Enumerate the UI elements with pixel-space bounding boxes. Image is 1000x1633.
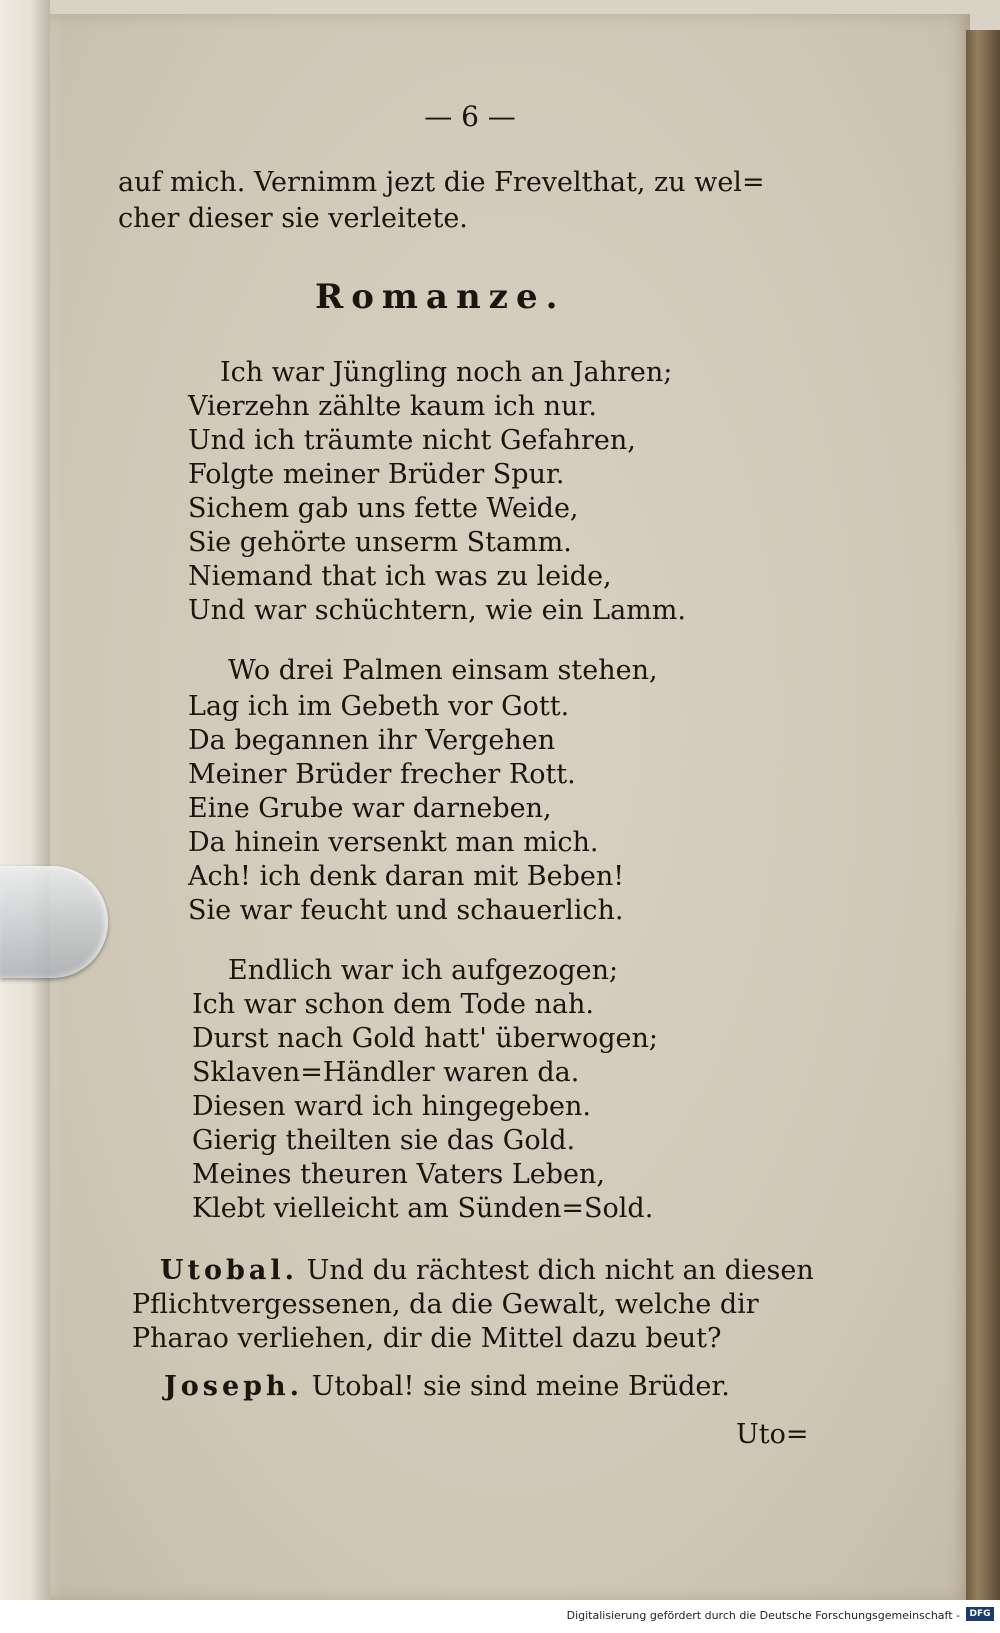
dfg-logo: DFG: [966, 1607, 994, 1621]
verse-line: Und ich träumte nicht Gefahren,: [188, 425, 636, 456]
joseph-line: [164, 1370, 730, 1404]
catchword: Uto=: [736, 1419, 809, 1450]
verse-line: Vierzehn zählte kaum ich nur.: [188, 391, 597, 422]
speaker-name: Joseph.: [164, 1371, 304, 1402]
dialogue-text: Und du rächtest dich nicht an diesen: [306, 1255, 814, 1286]
verse-line: Ach! ich denk daran mit Beben!: [188, 861, 625, 892]
speaker-name: Utobal.: [160, 1255, 299, 1286]
verse-line: Sichem gab uns fette Weide,: [188, 493, 579, 524]
verse-line: Ich war Jüngling noch an Jahren;: [220, 357, 673, 388]
verse-line: Diesen ward ich hingegeben.: [192, 1091, 591, 1122]
verse-line: Meiner Brüder frecher Rott.: [188, 759, 576, 790]
verse-line: Lag ich im Gebeth vor Gott.: [188, 691, 570, 722]
book-left-edge: [0, 0, 50, 1633]
utobal-line: [160, 1254, 814, 1288]
intro-line: auf mich. Vernimm jezt die Frevelthat, zu wel=: [118, 167, 765, 198]
verse-line: Und war schüchtern, wie ein Lamm.: [188, 595, 686, 626]
verse-line: Da begannen ihr Vergehen: [188, 725, 556, 756]
footer-credit: Digitalisierung gefördert durch die Deutsche Forschungsgemeinschaft -: [566, 1609, 960, 1622]
verse-line: Meines theuren Vaters Leben,: [192, 1159, 605, 1190]
verse-line: Sklaven=Händler waren da.: [192, 1057, 580, 1088]
verse-line: Sie gehörte unserm Stamm.: [188, 527, 572, 558]
verse-line: Folgte meiner Brüder Spur.: [188, 459, 565, 490]
verse-line: Da hinein versenkt man mich.: [188, 827, 599, 858]
intro-line: cher dieser sie verleitete.: [118, 203, 468, 234]
utobal-line: Pflichtvergessenen, da die Gewalt, welche dir: [132, 1289, 759, 1320]
utobal-line: Pharao verliehen, dir die Mittel dazu beut?: [132, 1323, 722, 1354]
verse-line: Niemand that ich was zu leide,: [188, 561, 612, 592]
verse-line: Eine Grube war darneben,: [188, 793, 552, 824]
verse-line: Endlich war ich aufgezogen;: [228, 955, 619, 986]
verse-line: Durst nach Gold hatt' überwogen;: [192, 1023, 659, 1054]
page-number: — 6 —: [424, 100, 516, 133]
verse-line: Sie war feucht und schauerlich.: [188, 895, 624, 926]
dialogue-text: Utobal! sie sind meine Brüder.: [311, 1371, 730, 1402]
poem-title: Romanze.: [315, 277, 566, 317]
clip-holder: [0, 866, 108, 978]
verse-line: Ich war schon dem Tode nah.: [192, 989, 594, 1020]
book-right-edge: [966, 30, 1000, 1600]
verse-line: Klebt vielleicht am Sünden=Sold.: [192, 1193, 654, 1224]
verse-line: Gierig theilten sie das Gold.: [192, 1125, 576, 1156]
verse-line: Wo drei Palmen einsam stehen,: [228, 655, 658, 686]
